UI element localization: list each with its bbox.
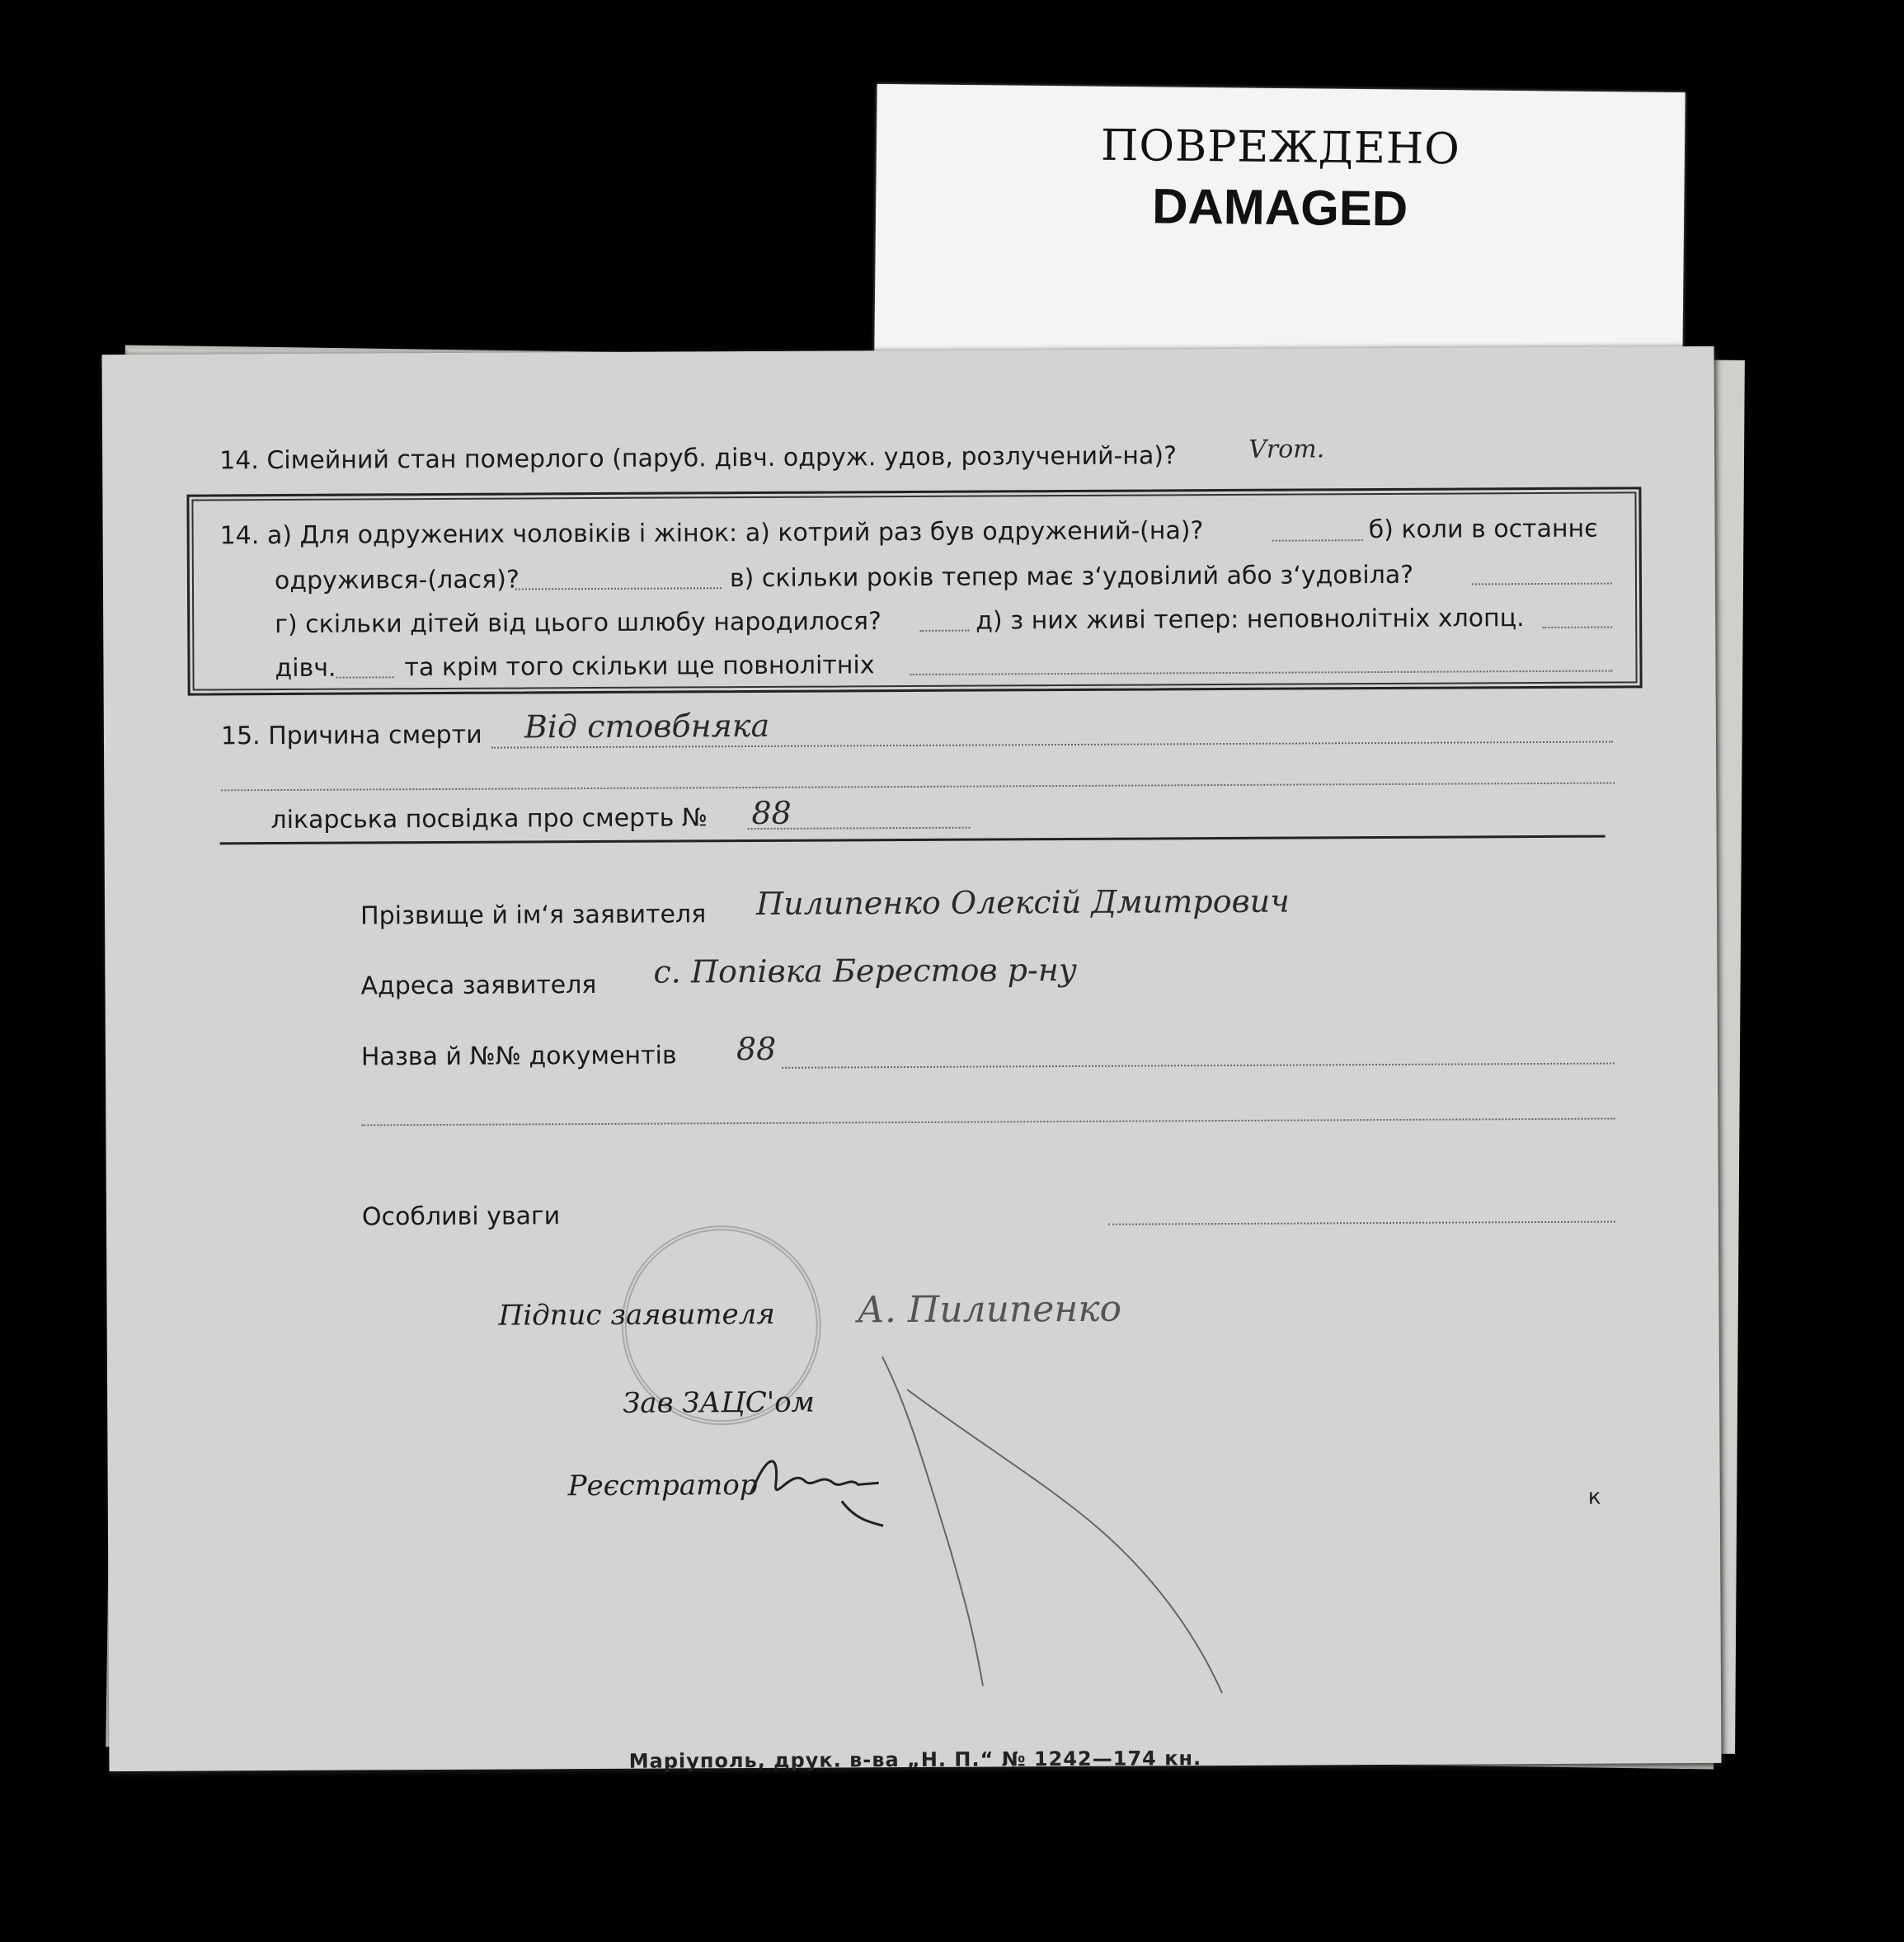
q14-label: 14. Сімейний стан померлого (паруб. дівч. одруж. удов, розлучений-на)? bbox=[219, 441, 1178, 476]
cert-blank bbox=[748, 827, 971, 830]
q14-answer: Vrom. bbox=[1248, 435, 1325, 464]
form-page bbox=[102, 346, 1722, 1771]
q15-label: 15. Причина смерти bbox=[220, 720, 482, 751]
pencil-scribble bbox=[874, 1338, 1272, 1737]
q14a-line2b: в) скільки років тепер має з‘удовілий або з‘удовіла? bbox=[729, 560, 1414, 594]
notes-blank bbox=[1108, 1221, 1615, 1225]
q14a-blank-e bbox=[1542, 627, 1612, 628]
applicant-address-label: Адреса заявителя bbox=[360, 970, 597, 1001]
q14a-line1: 14. а) Для одружених чоловіків і жінок: а) котрий раз був одружений-(на)? bbox=[219, 516, 1204, 551]
damaged-label-ru: ПОВРЕЖДЕНО bbox=[1100, 120, 1461, 175]
q14a-line4b: та крім того скільки ще повнолітніх bbox=[404, 651, 875, 683]
signature-answer: А. Пилипенко bbox=[857, 1287, 1122, 1332]
registrar-label: Реєстратор bbox=[567, 1468, 758, 1503]
notes-label: Особливі уваги bbox=[361, 1201, 561, 1232]
documents-blank-line2 bbox=[361, 1118, 1615, 1126]
damaged-label-en: DAMAGED bbox=[1151, 178, 1408, 237]
q15-blank-line2 bbox=[221, 783, 1615, 792]
q14a-blank-f bbox=[336, 676, 394, 678]
q14a-line4a: дівч. bbox=[275, 653, 336, 684]
printer-footer: Маріуполь, друк. в-ва „Н. П.“ № 1242—174 кн. bbox=[628, 1747, 1202, 1773]
q14a-line2a: одружився-(лася)? bbox=[274, 565, 519, 596]
cert-label: лікарська посвідка про смерть № bbox=[270, 803, 708, 835]
q14a-line3b: д) з них живі тепер: неповнолітніх хлопц. bbox=[976, 604, 1525, 636]
head-label: Зав ЗАЦС'ом bbox=[623, 1385, 815, 1420]
documents-blank-line1 bbox=[782, 1063, 1615, 1069]
signature-label: Підпис заявителя bbox=[498, 1297, 775, 1333]
q14a-blank-d bbox=[919, 630, 969, 632]
documents-answer: 88 bbox=[736, 1030, 777, 1068]
applicant-name-answer: Пилипенко Олексій Дмитрович bbox=[755, 882, 1290, 922]
applicant-address-answer: с. Попівка Берестов р-ну bbox=[653, 951, 1078, 990]
q14a-b: б) коли в останнє bbox=[1368, 514, 1598, 545]
cert-answer: 88 bbox=[751, 794, 792, 832]
q15-answer: Від стовбняка bbox=[524, 707, 770, 745]
q14a-line3a: г) скільки дітей від цього шлюбу народилося? bbox=[275, 607, 882, 640]
margin-mark: к bbox=[1587, 1484, 1601, 1510]
applicant-name-label: Прізвище й ім‘я заявителя bbox=[360, 900, 707, 931]
damaged-label bbox=[874, 84, 1685, 364]
documents-label: Назва й №№ документів bbox=[360, 1041, 677, 1072]
section-divider bbox=[220, 835, 1605, 845]
